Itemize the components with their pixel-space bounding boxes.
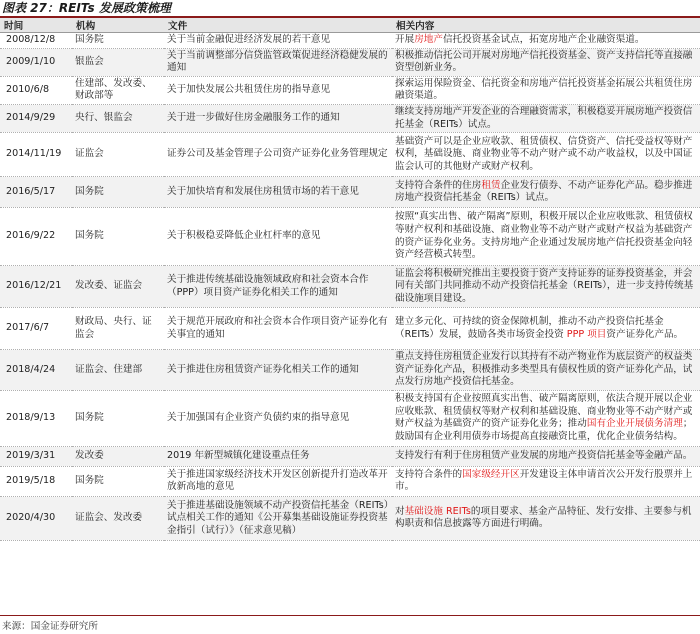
chart-title: 图表 27：REITs 发展政策梳理 [0,0,700,18]
table-row [0,350,700,391]
cell-content [392,390,700,446]
cell-content [392,177,700,208]
cell-doc: 证券公司及基金管理子公司资产证券化业务管理规定 [164,133,392,177]
cell-content [392,76,700,104]
cell-org: 国务院 [72,208,164,266]
cell-time: 2017/6/7 [0,308,72,350]
header-time: 时间 [0,18,72,33]
cell-doc: 关于当前金融促进经济发展的若干意见 [164,33,392,49]
content-text: 对 [395,505,405,517]
cell-time: 2018/4/24 [0,350,72,391]
table-row [0,496,700,540]
source-note: 来源：国金证券研究所 [2,621,98,632]
cell-org: 证监会、发改委 [72,496,164,540]
bottom-rule [0,615,700,616]
cell-content [392,446,700,466]
cell-org: 央行、银监会 [72,104,164,132]
highlight-text: 租赁 [481,179,501,191]
cell-org: 银监会 [72,48,164,76]
highlight-text: 房地产 [414,34,443,45]
cell-doc: 关于加强国有企业资产负债约束的指导意见 [164,390,392,446]
cell-org: 发改委、证监会 [72,266,164,308]
cell-doc: 关于推进基础设施领域不动产投资信托基金（REITs）试点相关工作的通知《公开募集基础设施证券投资基金指引（试行）》（征求意见稿） [164,496,392,540]
highlight-text: PPP 项目 [566,328,607,340]
table-row [0,466,700,496]
cell-doc: 关于规范开展政府和社会资本合作项目资产证券化有关事宜的通知 [164,308,392,350]
cell-content [392,350,700,391]
cell-time: 2014/11/19 [0,133,72,177]
content-text: 资产证券化产品。 [606,328,684,340]
content-text: 建立多元化、可持续的资金保障机制，推动不动产投资信托基金（REITs）发展，鼓励各类市场资金投资 [395,316,664,340]
content-text: 证监会将积极研究推出主要投资于资产支持证券的证券投资基金，并会同有关部门共同推动不动产投资信托基金（REITs），进一步支持传统基础设施项目建设。 [395,267,694,304]
cell-doc: 关于推进传统基础设施领域政府和社会资本合作（PPP）项目资产证券化相关工作的通知 [164,266,392,308]
content-text: 支持符合条件的 [395,468,463,480]
cell-time: 2016/12/21 [0,266,72,308]
cell-org: 国务院 [72,177,164,208]
header-content: 相关内容 [392,18,700,33]
cell-time: 2010/6/8 [0,76,72,104]
header-doc: 文件 [164,18,392,33]
content-text: 积极支持国有企业按照真实出售、破产隔离原则，依法合规开展以企业应收账款、租赁债权等财产权利和基础设施、商业物业等不动产财产或财产权益为基础资产的资产证券化业务；推动 [395,393,693,430]
cell-org: 发改委 [72,446,164,466]
cell-org: 财政局、央行、证监会 [72,308,164,350]
cell-org: 国务院 [72,466,164,496]
cell-content [392,308,700,350]
cell-doc: 关于推进住房租赁资产证券化相关工作的通知 [164,350,392,391]
cell-time: 2016/9/22 [0,208,72,266]
cell-time: 2014/9/29 [0,104,72,132]
cell-org: 证监会 [72,133,164,177]
highlight-text: 国家级经开区 [462,468,520,480]
cell-time: 2009/1/10 [0,48,72,76]
table-row [0,446,700,466]
content-text: 开展 [395,34,415,45]
policy-table [0,18,700,541]
content-text: 按照“真实出售、破产隔离”原则，积极开展以企业应收账款、租赁债权等财产权利和基础设施、商业物业等不动产财产或财产权益为基础资产的资产证券化业务。支持房地产企业通过发展房地产信托投资基金向轻资产经营模式转型。 [395,211,693,261]
table-row [0,266,700,308]
highlight-text: 基础设施 REITs [404,505,471,517]
cell-org: 国务院 [72,390,164,446]
table-row [0,308,700,350]
cell-content [392,48,700,76]
cell-doc: 关于积极稳妥降低企业杠杆率的意见 [164,208,392,266]
cell-org: 证监会、住建部 [72,350,164,391]
cell-content [392,266,700,308]
table-row [0,76,700,104]
cell-org: 住建部、发改委、财政部等 [72,76,164,104]
cell-time: 2008/12/8 [0,33,72,49]
cell-org: 国务院 [72,33,164,49]
content-text: 信托投资基金试点，拓宽房地产企业融资渠道。 [442,34,645,45]
table-row [0,208,700,266]
cell-content [392,33,700,49]
cell-content [392,466,700,496]
cell-content [392,496,700,540]
cell-time: 2020/4/30 [0,496,72,540]
table-row [0,177,700,208]
table-header-row [0,18,700,33]
cell-time: 2019/3/31 [0,446,72,466]
content-text: 基础资产可以是企业应收款、租赁债权、信贷资产、信托受益权等财产权利，基础设施、商业物业等不动产财产或不动产收益权，以及中国证监会认可的其他财产或财产权利。 [395,135,693,172]
content-text: 支持发行有利于住房租赁产业发展的房地产投资信托基金等金融产品。 [395,450,693,462]
table-row [0,104,700,132]
content-text: 探索运用保险资金、信托资金和房地产信托投资基金拓展公共租赁住房融资渠道。 [395,77,693,102]
content-text: 积极推动信托公司开展对房地产信托投资基金、资产支持信托等直接融资型创新业务。 [395,49,693,74]
cell-doc: 关于当前调整部分信贷监管政策促进经济稳健发展的通知 [164,48,392,76]
table-row [0,48,700,76]
content-text: ；鼓励国有企业利用债券市场提高直接融资比重，优化企业债务结构。 [395,418,693,443]
cell-time: 2018/9/13 [0,390,72,446]
cell-content [392,133,700,177]
table-row [0,33,700,49]
header-org: 机构 [72,18,164,33]
content-text: 重点支持住房租赁企业发行以其持有不动产物业作为底层资产的权益类资产证券化产品，积极推动多类型具有债权性质的资产证券化产品，试点发行房地产投资信托基金。 [395,351,693,388]
table-body [0,33,700,541]
cell-content [392,104,700,132]
cell-doc: 关于推进国家级经济技术开发区创新提升打造改革开放新高地的意见 [164,466,392,496]
content-text: 继续支持房地产开发企业的合理融资需求，积极稳妥开展房地产投资信托基金（REITs）试点。 [395,105,693,130]
cell-time: 2016/5/17 [0,177,72,208]
content-text: 的项目要求、基金产品特征、发行安排、主要参与机构职责和信息披露等方面进行明确。 [395,505,692,530]
cell-doc: 关于加快培育和发展住房租赁市场的若干意见 [164,177,392,208]
table-row [0,133,700,177]
cell-content [392,208,700,266]
cell-doc: 关于加快发展公共租赁住房的指导意见 [164,76,392,104]
table-row [0,390,700,446]
highlight-text: 国有企业开展债务清理 [586,418,683,430]
content-text: 支持符合条件的住房 [395,179,482,191]
cell-doc: 关于进一步做好住房金融服务工作的通知 [164,104,392,132]
content-text: 企业发行债券、不动产证券化产品。稳步推进房地产投资信托基金（REITs）试点。 [395,179,693,204]
cell-time: 2019/5/18 [0,466,72,496]
content-text: 开发建设主体申请首次公开发行股票并上市。 [395,468,693,493]
cell-doc: 2019 年新型城镇化建设重点任务 [164,446,392,466]
